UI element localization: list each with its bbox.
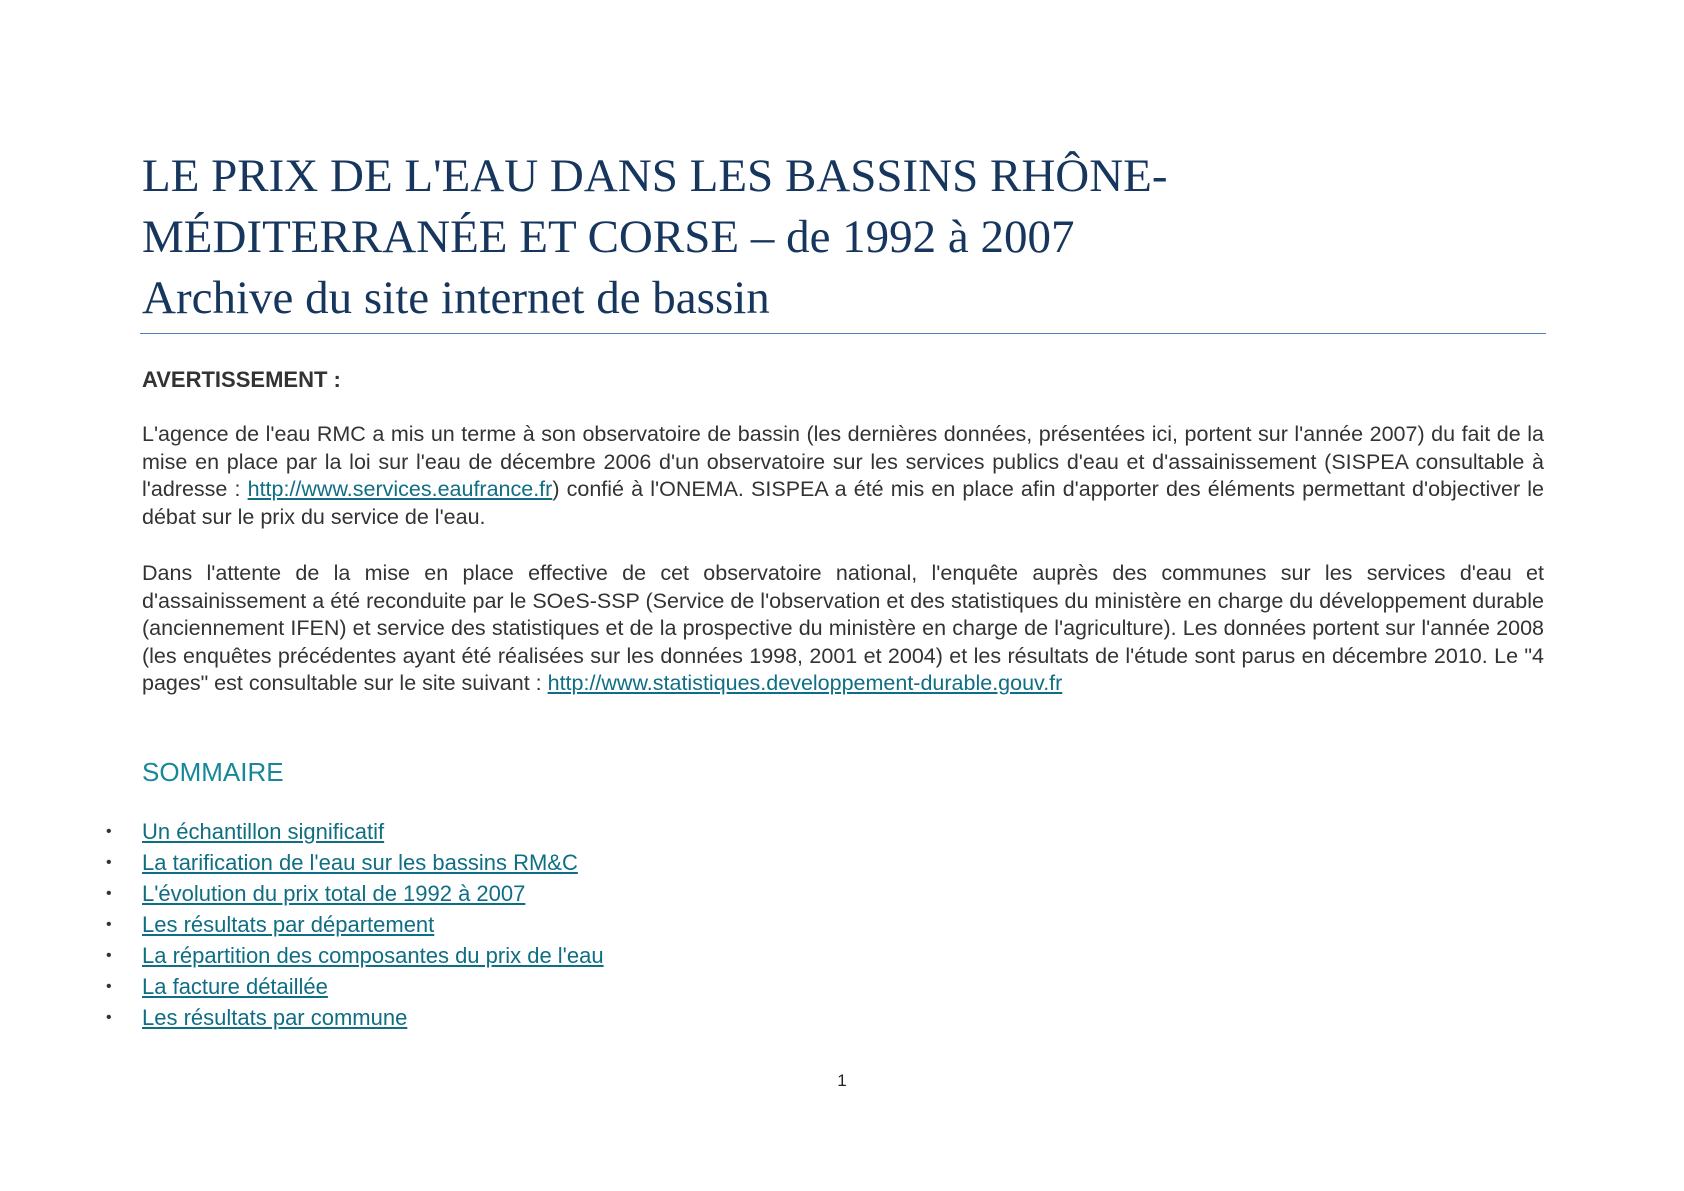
table-of-contents bbox=[106, 816, 604, 1033]
bullet-icon: • bbox=[106, 1009, 112, 1026]
toc-item bbox=[106, 971, 604, 1002]
toc-item bbox=[106, 878, 604, 909]
paragraph-1-text-end: ) confié à l'ONEMA. SISPEA a été mis en place afin d'apporter des éléments permettant d'objectiver le débat sur le prix du service de l'eau. bbox=[142, 477, 1544, 529]
warning-heading: AVERTISSEMENT : bbox=[142, 367, 341, 392]
toc-item bbox=[106, 940, 604, 971]
toc-item bbox=[106, 909, 604, 940]
paragraph-survey bbox=[142, 560, 1544, 698]
title-divider bbox=[140, 333, 1546, 334]
sispea-link[interactable]: http://www.services.eaufrance.fr bbox=[247, 477, 553, 502]
toc-link-evolution[interactable]: L'évolution du prix total de 1992 à 2007 bbox=[142, 881, 526, 906]
title-line-1: LE PRIX DE L'EAU DANS LES BASSINS RHÔNE- bbox=[142, 150, 1168, 202]
document-title bbox=[142, 146, 1542, 329]
toc-link-echantillon[interactable]: Un échantillon significatif bbox=[142, 819, 385, 844]
toc-link-composantes[interactable]: La répartition des composantes du prix de l'eau bbox=[142, 943, 604, 968]
toc-item bbox=[106, 816, 604, 847]
page-number: 1 bbox=[837, 1071, 847, 1090]
paragraph-observatory bbox=[142, 421, 1544, 531]
toc-item bbox=[106, 847, 604, 878]
bullet-icon: • bbox=[106, 885, 112, 902]
toc-link-tarification[interactable]: La tarification de l'eau sur les bassins RM&C bbox=[142, 850, 578, 875]
toc-link-departement[interactable]: Les résultats par département bbox=[142, 912, 435, 937]
bullet-icon: • bbox=[106, 916, 112, 933]
paragraph-2-text: Dans l'attente de la mise en place effective de cet observatoire national, l'enquête auprès des communes sur les services d'eau et d'assainissement a été reconduite par le SOeS-SSP (Service de l'observation et des statistiques du ministère en charge du développement durable (anciennement IFEN) et service des statistiques et de la prospective du ministère en charge de l'agriculture). Les données portent sur l'année 2008 (les enquêtes précédentes ayant été réalisées sur les données 1998, 2001 et 2004) et les résultats de l'étude sont parus en décembre 2010. Le "4 pages" est consultable sur le site suivant : bbox=[142, 561, 1544, 696]
bullet-icon: • bbox=[106, 978, 112, 995]
bullet-icon: • bbox=[106, 823, 112, 840]
summary-heading: SOMMAIRE bbox=[142, 757, 284, 787]
statistics-link[interactable]: http://www.statistiques.developpement-durable.gouv.fr bbox=[547, 671, 1063, 696]
toc-link-commune[interactable]: Les résultats par commune bbox=[142, 1005, 408, 1030]
toc-item bbox=[106, 1002, 604, 1033]
bullet-icon: • bbox=[106, 947, 112, 964]
toc-link-facture[interactable]: La facture détaillée bbox=[142, 974, 328, 999]
bullet-icon: • bbox=[106, 854, 112, 871]
title-line-3: Archive du site internet de bassin bbox=[142, 272, 770, 324]
paragraph-1-text-start: L'agence de l'eau RMC a mis un terme à son observatoire de bassin (les dernières données, présentées ici, portent sur l'année 2007) du fait de la mise en place par la loi sur l'eau de décembre 2006 d'un observatoire sur les services publics d'eau et d'assainissement (SISPEA consultable à l'adresse : bbox=[142, 422, 1544, 502]
title-line-2: MÉDITERRANÉE ET CORSE – de 1992 à 2007 bbox=[142, 211, 1075, 263]
